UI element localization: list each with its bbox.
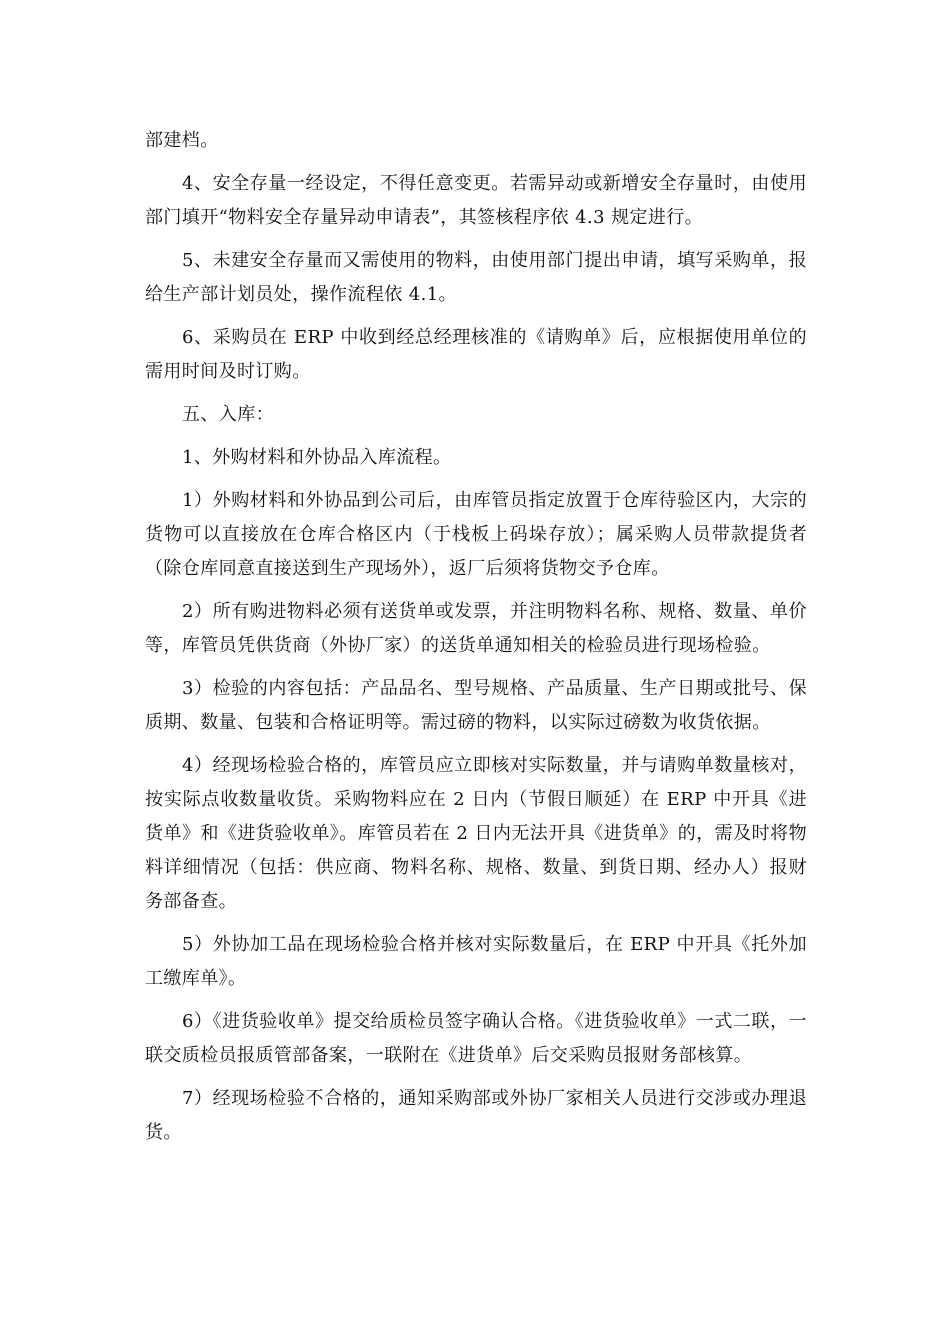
paragraph-continuation: 部建档。 — [145, 130, 219, 151]
paragraph-no-safety-stock: 5、未建安全存量而又需使用的物料，由使用部门提出申请，填写采购单，报给生产部计划员处，操作流程依 4.1。 — [145, 250, 807, 305]
subheading-inbound-process: 1、外购材料和外协品入库流程。 — [182, 447, 452, 468]
paragraph-step-5: 5）外协加工品在现场检验合格并核对实际数量后，在 ERP 中开具《托外加工缴库单》。 — [145, 934, 807, 989]
paragraph-step-1: 1）外购材料和外协品到公司后，由库管员指定放置于仓库待验区内，大宗的货物可以直接放在仓库合格区内（于栈板上码垛存放）；属采购人员带款提货者（除仓库同意直接送到生产现场外），返厂后须将货物交予仓库。 — [145, 490, 807, 579]
paragraph-step-4: 4）经现场检验合格的，库管员应立即核对实际数量，并与请购单数量核对，按实际点收数量收货。采购物料应在 2 日内（节假日顺延）在 ERP 中开具《进货单》和《进货验收单》。库管员若在 2 日内无法开具《进货单》的，需及时将物料详细情况（包括：供应商、物料名称、规格、数量、到货日期、经办人）报财务部备查。 — [145, 755, 807, 912]
paragraph-step-3: 3）检验的内容包括：产品品名、型号规格、产品质量、生产日期或批号、保质期、数量、包装和合格证明等。需过磅的物料，以实际过磅数为收货依据。 — [145, 678, 807, 733]
paragraph-safety-stock-change: 4、安全存量一经设定，不得任意变更。若需异动或新增安全存量时，由使用部门填开“物料安全存量异动申请表”，其签核程序依 4.3 规定进行。 — [145, 173, 807, 228]
paragraph-step-7: 7）经现场检验不合格的，通知采购部或外协厂家相关人员进行交涉或办理退货。 — [145, 1088, 807, 1143]
paragraph-purchaser-order: 6、采购员在 ERP 中收到经总经理核准的《请购单》后，应根据使用单位的需用时间及时订购。 — [145, 327, 807, 382]
document-body — [145, 124, 807, 1159]
section-heading-warehousing: 五、入库： — [182, 404, 274, 425]
paragraph-step-2: 2）所有购进物料必须有送货单或发票，并注明物料名称、规格、数量、单价等，库管员凭供货商（外协厂家）的送货单通知相关的检验员进行现场检验。 — [145, 601, 807, 656]
paragraph-step-6: 6）《进货验收单》提交给质检员签字确认合格。《进货验收单》一式二联，一联交质检员报质管部备案，一联附在《进货单》后交采购员报财务部核算。 — [145, 1011, 807, 1066]
